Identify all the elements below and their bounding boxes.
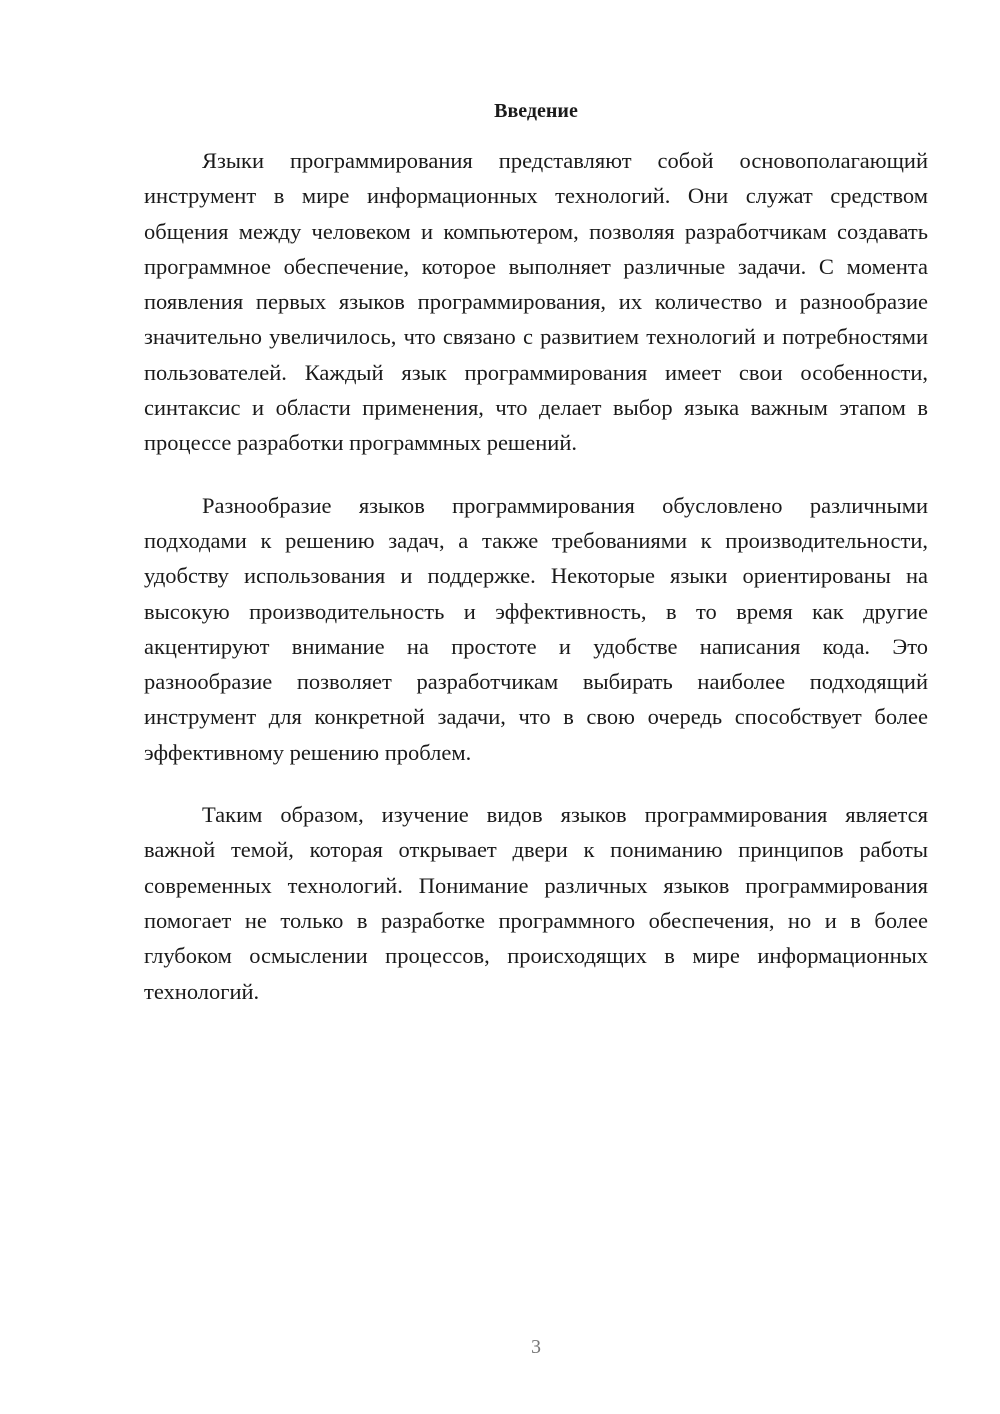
page-number: 3 (531, 1336, 541, 1358)
document-body (144, 143, 928, 1036)
page-title: Введение (494, 100, 578, 122)
paragraph-1: Языки программирования представляют собой основополагающий инструмент в мире информационных технологий. Они служат средством общения между человеком и компьютером, позволяя разработчикам создавать программное обеспечение, которое выполняет различные задачи. С момента появления первых языков программирования, их количество и разнообразие значительно увеличилось, что связано с развитием технологий и потребностями пользователей. Каждый язык программирования имеет свои особенности, синтаксис и области применения, что делает выбор языка важным этапом в процессе разработки программных решений. (144, 148, 928, 456)
paragraph-2: Разнообразие языков программирования обусловлено различными подходами к решению задач, а также требованиями к производительности, удобству использования и поддержке. Некоторые языки ориентированы на высокую производительность и эффективность, в то время как другие акцентируют внимание на простоте и удобстве написания кода. Это разнообразие позволяет разработчикам выбирать наиболее подходящий инструмент для конкретной задачи, что в свою очередь способствует более эффективному решению проблем. (144, 492, 928, 765)
paragraph-3: Таким образом, изучение видов языков программирования является важной темой, которая открывает двери к пониманию принципов работы современных технологий. Понимание различных языков программирования помогает не только в разработке программного обеспечения, но и в более глубоком осмыслении процессов, происходящих в мире информационных технологий. (144, 802, 928, 1004)
